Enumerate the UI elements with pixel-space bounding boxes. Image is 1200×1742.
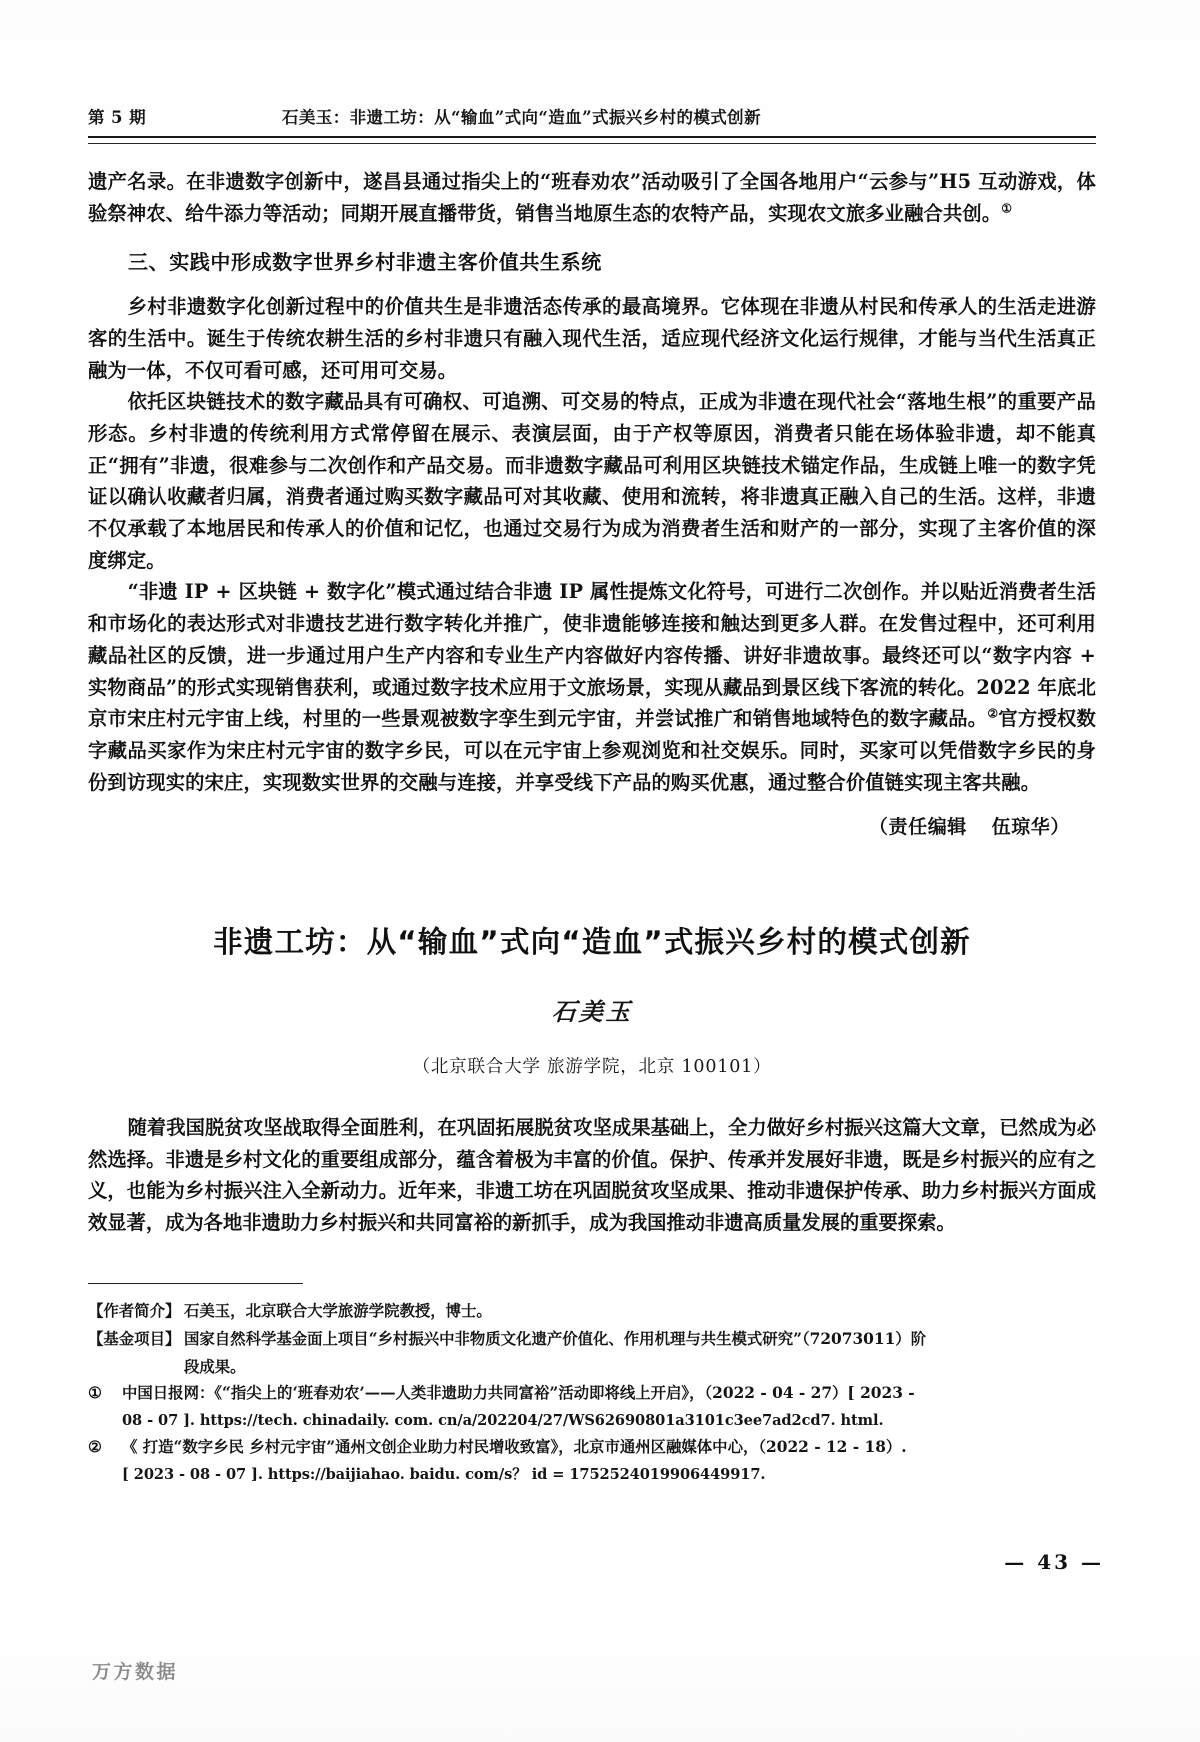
fund-text: 国家自然科学基金面上项目“乡村振兴中非物质文化遗产价值化、作用机理与共生模式研究”（72073011）阶 <box>184 1329 927 1348</box>
footnote-2 <box>88 1434 1096 1460</box>
issue-number: 第 5 期 <box>88 108 146 127</box>
responsible-editor <box>88 812 1096 844</box>
article-affiliation: （北京联合大学 旅游学院，北京 100101） <box>412 1056 772 1077</box>
paragraph-4-part-a: “非遗 IP + 区块链 + 数字化”模式通过结合非遗 IP 属性提炼文化符号，可进行二次创作。并以贴近消费者生活和市场化的表达形式对非遗技艺进行数字转化并推广，使非遗能够连接和触达到更多人群。在发售过程中，还可利用藏品社区的反馈，进一步通过用户生产内容和专业生产内容做好内容传播、讲好非遗故事。最终还可以“数字内容 + 实物商品”的形式实现销售获利，或通过数字技术应用于文旅场景，实现从藏品到景区线下客流的转化。2022 年底北京市宋庄村元宇宙上线，村里的一些景观被数字孪生到元宇宙，并尝试推广和销售地域特色的数字藏品。 <box>88 580 1096 731</box>
author-bio-text: 石美玉，北京联合大学旅游学院教授，博士。 <box>184 1301 492 1320</box>
editor-name: 伍琼华） <box>991 816 1070 839</box>
footnote-author-bio <box>88 1298 1096 1324</box>
footnote-1 <box>88 1380 1096 1406</box>
footnote-2-text: 《 打造“数字乡民 乡村元宇宙”通州文创企业助力村民增收致富》，北京市通州区融媒体中心，（2022 - 12 - 18）. <box>122 1437 907 1456</box>
article-body <box>88 166 1096 844</box>
editor-label: （责任编辑 <box>868 816 967 839</box>
new-article-header <box>88 924 1096 1078</box>
footnote-1-marker: ① <box>88 1383 102 1402</box>
footnote-2-marker: ② <box>88 1437 102 1456</box>
article-abstract: 随着我国脱贫攻坚战取得全面胜利，在巩固拓展脱贫攻坚成果基础上，全力做好乡村振兴这篇大文章，已然成为必然选择。非遗是乡村文化的重要组成部分，蕴含着极为丰富的价值。保护、传承并发展好非遗，既是乡村振兴的应有之义，也能为乡村振兴注入全新动力。近年来，非遗工坊在巩固脱贫攻坚成果、推动非遗保护传承、助力乡村振兴方面成效显著，成为各地非遗助力乡村振兴和共同富裕的新抓手，成为我国推动非遗高质量发展的重要探索。 <box>88 1115 1096 1234</box>
footnote-separator <box>88 1283 303 1284</box>
footnote-1-text: 中国日报网：《“指尖上的‘班春劝农’——人类非遗助力共同富裕”活动即将线上开启》，（2022 - 04 - 27）[ 2023 - <box>122 1383 915 1402</box>
section-heading: 三、实践中形成数字世界乡村非遗主客价值共生系统 <box>128 250 602 275</box>
database-watermark: 万方数据 <box>92 1661 179 1683</box>
paragraph-2: 乡村非遗数字化创新过程中的价值共生是非遗活态传承的最高境界。它体现在非遗从村民和传承人的生活走进游客的生活中。诞生于传统农耕生活的乡村非遗只有融入现代生活，适应现代经济文化运行规律，才能与当代生活真正融为一体，不仅可看可感，还可用可交易。 <box>88 295 1096 382</box>
paragraph-3: 依托区块链技术的数字藏品具有可确权、可追溯、可交易的特点，正成为非遗在现代社会“落地生根”的重要产品形态。乡村非遗的传统利用方式常停留在展示、表演层面，由于产权等原因，消费者只能在场体验非遗，却不能真正“拥有”非遗，很难参与二次创作和产品交易。而非遗数字藏品可利用区块链技术锚定作品，生成链上唯一的数字凭证以确认收藏者归属，消费者通过购买数字藏品可对其收藏、使用和流转，将非遗真正融入自己的生活。这样，非遗不仅承载了本地居民和传承人的价值和记忆，也通过交易行为成为消费者生活和财产的一部分，实现了主客价值的深度绑定。 <box>88 390 1096 572</box>
fund-label: 【基金项目】 <box>88 1329 181 1348</box>
footnote-fund <box>88 1326 1096 1352</box>
page-content <box>88 104 1096 1488</box>
footnote-1-continuation[interactable]: 08 - 07 ]. https://tech. chinadaily. com. cn/a/202204/27/WS62690801a3101c3ee7ad2cd7. html. <box>122 1411 884 1429</box>
fund-text-continuation: 段成果。 <box>184 1357 246 1376</box>
article-author: 石美玉 <box>550 996 634 1026</box>
header-rule <box>88 136 1096 144</box>
author-bio-label: 【作者简介】 <box>88 1301 181 1320</box>
paragraph-continued <box>88 166 1096 229</box>
article-title: 非遗工坊：从“输血”式向“造血”式振兴乡村的模式创新 <box>213 925 971 960</box>
running-head-title: 石美玉：非遗工坊：从“输血”式向“造血”式振兴乡村的模式创新 <box>282 108 761 127</box>
paragraph-4 <box>88 576 1096 798</box>
footnote-block <box>88 1298 1096 1488</box>
footnote-ref-2: ② <box>987 706 999 721</box>
footnote-2-continuation[interactable]: [ 2023 - 08 - 07 ]. https://baijiahao. baidu. com/s？ id = 1752524019906449917. <box>122 1465 766 1483</box>
page-number: — 43 — <box>1004 1550 1104 1574</box>
paragraph-1-text: 遗产名录。在非遗数字创新中，遂昌县通过指尖上的“班春劝农”活动吸引了全国各地用户“云参与”H5 互动游戏，体验祭神农、给牛添力等活动；同期开展直播带货，销售当地原生态的农特产品，实现农文旅多业融合共创。 <box>88 170 1096 225</box>
footnote-ref-1: ① <box>1001 201 1013 216</box>
paragraph-4-part-b: 官方授权数字藏品买家作为宋庄村元宇宙的数字乡民，可以在元宇宙上参观浏览和社交娱乐。同时，买家可以凭借数字乡民的身份到访现实的宋庄，实现数实世界的交融与连接，并享受线下产品的购买优惠，通过整合价值链实现主客共融。 <box>88 707 1096 794</box>
running-head <box>88 104 1096 134</box>
